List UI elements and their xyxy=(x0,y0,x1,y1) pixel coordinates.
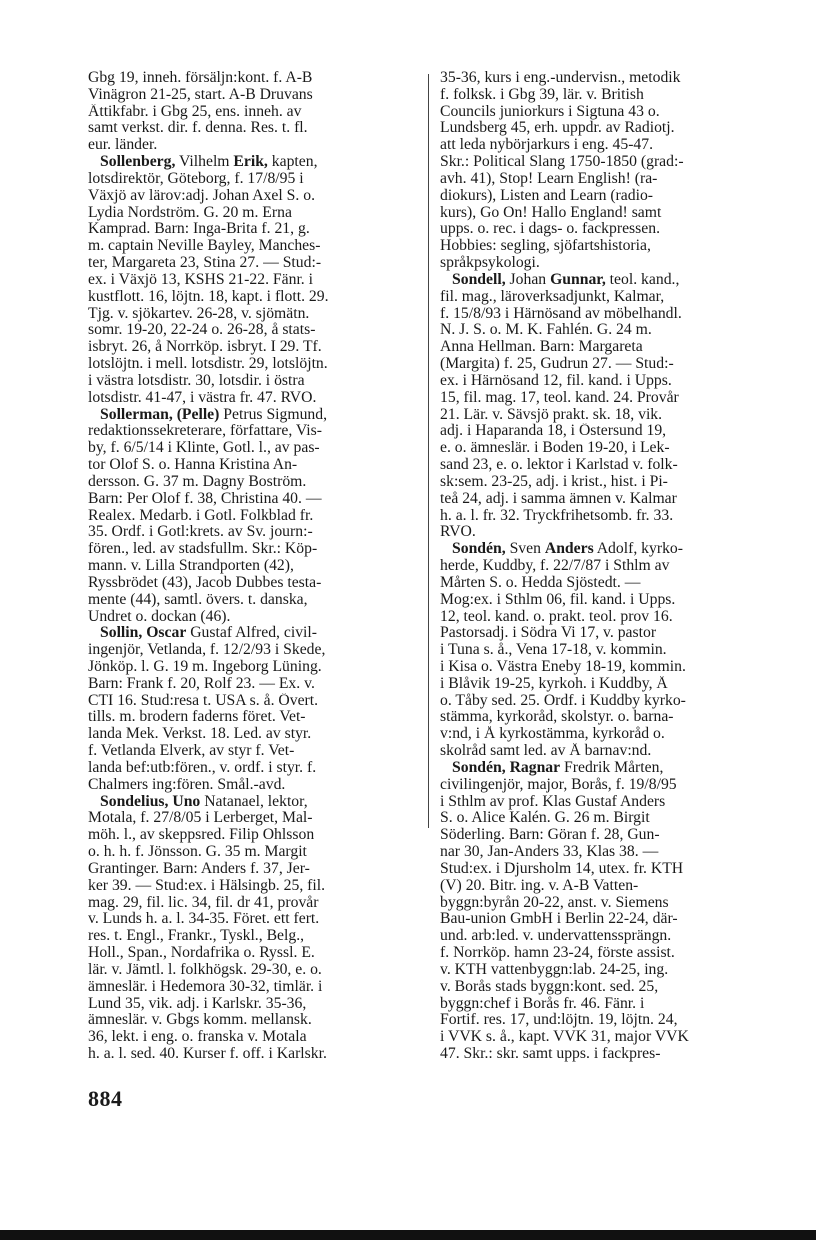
text-line: Sollerman, (Pelle) Petrus Sigmund, xyxy=(100,406,328,423)
text-line: Grantinger. Barn: Anders f. 37, Jer- xyxy=(88,860,310,877)
text-line: nar 30, Jan-Anders 33, Klas 38. — xyxy=(440,844,659,861)
text-line: Barn: Frank f. 20, Rolf 23. — Ex. v. xyxy=(88,675,315,692)
text-line: Mog:ex. i Sthlm 06, fil. kand. i Upps. xyxy=(440,591,676,608)
text-line: i Tuna s. å., Vena 17-18, v. kommin. xyxy=(440,642,667,659)
text-line: Lundsberg 45, erh. uppdr. av Radiotj. xyxy=(440,120,675,137)
text-line: fören., led. av stadsfullm. Skr.: Köp- xyxy=(88,541,318,558)
text-line: 36, lekt. i eng. o. franska v. Motala xyxy=(88,1029,307,1046)
text-line: teå 24, adj. i samma ämnen v. Kalmar xyxy=(440,490,677,507)
text-line: f. 15/8/93 i Härnösand av möbelhandl. xyxy=(440,305,682,322)
page-number: 884 xyxy=(88,1086,123,1111)
text-line: Växjö av lärov:adj. Johan Axel S. o. xyxy=(88,187,315,204)
text-line: Realex. Medarb. i Gotl. Folkblad fr. xyxy=(88,507,314,524)
text-line: ämneslär. v. Gbgs komm. mellansk. xyxy=(88,1012,312,1029)
text-line: m. captain Neville Bayley, Manches- xyxy=(88,238,321,255)
text-line: RVO. xyxy=(440,524,476,541)
text-line: Kamprad. Barn: Inga-Brita f. 21, g. xyxy=(88,221,310,238)
text-line: landa Mek. Verkst. 18. Led. av styr. xyxy=(88,726,312,743)
text-line: i västra lotsdistr. 30, lotsdir. i östra xyxy=(88,372,305,389)
text-line: i Sthlm av prof. Klas Gustaf Anders xyxy=(440,793,666,810)
text-line: o. h. h. f. Jönsson. G. 35 m. Margit xyxy=(88,844,307,861)
text-line: kurs), Go On! Hallo England! samt xyxy=(440,204,662,221)
text-line: f. Norrköp. hamn 23-24, förste assist. xyxy=(440,945,675,962)
text-line: Ättikfabr. i Gbg 25, ens. inneh. av xyxy=(88,103,302,120)
text-line: sk:sem. 23-25, adj. i krist., hist. i Pi- xyxy=(440,473,668,490)
text-line: Holl., Span., Nordafrika o. Ryssl. E. xyxy=(88,945,315,962)
text-line: Sondén, Sven Anders Adolf, kyrko- xyxy=(452,541,683,558)
text-line: e. o. ämneslär. i Boden 19-20, i Lek- xyxy=(440,440,670,457)
text-line: byggn:chef i Borås fr. 46. Fänr. i xyxy=(440,995,645,1012)
text-line: N. J. S. o. M. K. Fahlén. G. 24 m. xyxy=(440,322,652,339)
text-line: Bau-union GmbH i Berlin 22-24, där- xyxy=(440,911,678,928)
text-line: Söderling. Barn: Göran f. 28, Gun- xyxy=(440,827,660,844)
text-line: mag. 29, fil. lic. 34, fil. dr 41, provår xyxy=(88,894,319,911)
text-line: somr. 19-20, 22-24 o. 26-28, å stats- xyxy=(88,322,316,339)
text-line: Pastorsadj. i Södra Vi 17, v. pastor xyxy=(440,625,657,642)
text-line: (Margita) f. 25, Gudrun 27. — Stud:- xyxy=(440,356,674,373)
text-line: h. a. l. sed. 40. Kurser f. off. i Karlskr. xyxy=(88,1046,327,1063)
text-line: ingenjör, Vetlanda, f. 12/2/93 i Skede, xyxy=(88,642,326,659)
text-line: 35. Ordf. i Gotl:krets. av Sv. journ:- xyxy=(88,524,313,541)
text-line: Jönköp. l. G. 19 m. Ingeborg Lüning. xyxy=(88,658,322,675)
text-line: f. folksk. i Gbg 39, lär. v. British xyxy=(440,86,644,103)
text-line: dersson. G. 37 m. Dagny Boström. xyxy=(88,473,307,490)
text-line: Barn: Per Olof f. 38, Christina 40. — xyxy=(88,490,322,507)
text-line: CTI 16. Stud:resa t. USA s. å. Övert. xyxy=(88,692,319,709)
text-line: Skr.: Political Slang 1750-1850 (grad:- xyxy=(440,154,684,171)
text-line: lotslöjtn. i mell. lotsdistr. 29, lotslöjtn. xyxy=(88,356,328,373)
text-line: Ryssbrödet (43), Jacob Dubbes testa- xyxy=(88,574,322,591)
text-line: Hobbies: segling, sjöfartshistoria, xyxy=(440,238,651,255)
text-line: eur. länder. xyxy=(88,137,158,154)
text-line: sand 23, e. o. lektor i Karlstad v. folk- xyxy=(440,457,678,474)
text-line: i Kisa o. Västra Eneby 18-19, kommin. xyxy=(440,658,686,675)
text-line: Sollin, Oscar Gustaf Alfred, civil- xyxy=(100,625,317,642)
text-line: upps. o. rec. i dags- o. fackpressen. xyxy=(440,221,660,238)
text-line: ämneslär. i Hedemora 30-32, timlär. i xyxy=(88,978,323,995)
text-line: språkpsykologi. xyxy=(440,255,540,272)
text-line: res. t. Engl., Frankr., Tyskl., Belg., xyxy=(88,928,305,945)
text-line: Mårten S. o. Hedda Sjöstedt. — xyxy=(440,574,641,591)
text-line: Lydia Nordström. G. 20 m. Erna xyxy=(88,204,292,221)
column-divider xyxy=(428,74,429,828)
text-line: herde, Kuddby, f. 22/7/87 i Sthlm av xyxy=(440,558,670,575)
text-line: skolråd samt led. av Å barnav:nd. xyxy=(440,743,652,760)
text-line: Lund 35, vik. adj. i Karlskr. 35-36, xyxy=(88,995,307,1012)
text-line: i Blåvik 19-25, kyrkoh. i Kuddby, Å xyxy=(440,675,668,692)
text-line: ker 39. — Stud:ex. i Hälsingb. 25, fil. xyxy=(88,877,326,894)
text-line: und. arb:led. v. undervattenssprängn. xyxy=(440,928,672,945)
text-line: möh. l., av skeppsred. Filip Ohlsson xyxy=(88,827,315,844)
right-column xyxy=(440,70,766,1063)
text-line: redaktionssekreterare, författare, Vis- xyxy=(88,423,322,440)
text-line: civilingenjör, major, Borås, f. 19/8/95 xyxy=(440,776,677,793)
text-line: Tjg. v. sjökartev. 26-28, v. sjömätn. xyxy=(88,305,310,322)
left-column xyxy=(88,70,414,1063)
text-line: v. KTH vattenbyggn:lab. 24-25, ing. xyxy=(440,961,669,978)
text-line: 15, fil. mag. 17, teol. kand. 24. Provår xyxy=(440,389,679,406)
text-line: tor Olof S. o. Hanna Kristina An- xyxy=(88,457,298,474)
text-line: Gbg 19, inneh. försäljn:kont. f. A-B xyxy=(88,70,313,86)
text-line: Sollenberg, Vilhelm Erik, kapten, xyxy=(100,154,318,171)
text-line: h. a. l. fr. 32. Tryckfrihetsomb. fr. 33. xyxy=(440,507,674,524)
text-line: 47. Skr.: skr. samt upps. i fackpres- xyxy=(440,1046,661,1063)
text-line: v:nd, i Å kyrkostämma, kyrkoråd o. xyxy=(440,726,665,743)
text-line: 12, teol. kand. o. prakt. teol. prov 16. xyxy=(440,608,673,625)
text-line: v. Borås stads byggn:kont. sed. 25, xyxy=(440,978,659,995)
text-line: samt verkst. dir. f. denna. Res. t. fl. xyxy=(88,120,308,137)
text-line: lotsdistr. 41-47, i västra fr. 47. RVO. xyxy=(88,389,317,406)
text-line: o. Tåby sed. 25. Ordf. i Kuddby kyrko- xyxy=(440,692,686,709)
text-line: mente (44), samtl. övers. t. danska, xyxy=(88,591,308,608)
text-line: kustflott. 16, löjtn. 18, kapt. i flott. 29. xyxy=(88,288,329,305)
text-line: Vinägron 21-25, start. A-B Druvans xyxy=(88,86,313,103)
text-line: adj. i Haparanda 18, i Östersund 19, xyxy=(440,423,667,440)
text-line: Anna Hellman. Barn: Margareta xyxy=(440,339,643,356)
text-line: stämma, kyrkoråd, skolstyr. o. barna- xyxy=(440,709,674,726)
text-line: Sondén, Ragnar Fredrik Mårten, xyxy=(452,759,664,776)
text-line: Fortif. res. 17, und:löjtn. 19, löjtn. 24, xyxy=(440,1012,678,1029)
text-line: 35-36, kurs i eng.-undervisn., metodik xyxy=(440,70,681,86)
text-line: i VVK s. å., kapt. VVK 31, major VVK xyxy=(440,1029,689,1046)
text-line: tills. m. brodern faderns föret. Vet- xyxy=(88,709,306,726)
text-line: isbryt. 26, å Norrköp. isbryt. I 29. Tf. xyxy=(88,339,322,356)
text-line: (V) 20. Bitr. ing. v. A-B Vatten- xyxy=(440,877,639,894)
text-line: v. Lunds h. a. l. 34-35. Föret. ett fert. xyxy=(88,911,320,928)
text-line: Undret o. dockan (46). xyxy=(88,608,231,625)
text-line: Councils juniorkurs i Sigtuna 43 o. xyxy=(440,103,660,120)
text-line: Motala, f. 27/8/05 i Lerberget, Mal- xyxy=(88,810,313,827)
text-line: ex. i Härnösand 12, fil. kand. i Upps. xyxy=(440,372,672,389)
text-line: mann. v. Lilla Strandporten (42), xyxy=(88,558,294,575)
text-line: Chalmers ing:fören. Smål.-avd. xyxy=(88,776,286,793)
text-line: diokurs), Listen and Learn (radio- xyxy=(440,187,654,204)
text-line: Stud:ex. i Djursholm 14, utex. fr. KTH xyxy=(440,860,684,877)
text-line: byggn:byrån 20-22, anst. v. Siemens xyxy=(440,894,669,911)
text-line: 21. Lär. v. Sävsjö prakt. sk. 18, vik. xyxy=(440,406,663,423)
text-line: lär. v. Jämtl. l. folkhögsk. 29-30, e. o. xyxy=(88,961,322,978)
text-line: lotsdirektör, Göteborg, f. 17/8/95 i xyxy=(88,170,304,187)
scan-edge-bar xyxy=(0,1230,816,1240)
text-line: avh. 41), Stop! Learn English! (ra- xyxy=(440,170,658,187)
text-line: ex. i Växjö 13, KSHS 21-22. Fänr. i xyxy=(88,271,314,288)
text-line: Sondell, Johan Gunnar, teol. kand., xyxy=(452,271,680,288)
text-line: f. Vetlanda Elverk, av styr f. Vet- xyxy=(88,743,295,760)
text-line: S. o. Alice Kalén. G. 26 m. Birgit xyxy=(440,810,650,827)
text-line: landa bef:utb:fören., v. ordf. i styr. f. xyxy=(88,759,317,776)
text-line: ter, Margareta 23, Stina 27. — Stud:- xyxy=(88,255,322,272)
text-line: Sondelius, Uno Natanael, lektor, xyxy=(100,793,308,810)
text-line: by, f. 6/5/14 i Klinte, Gotl. l., av pas- xyxy=(88,440,320,457)
text-line: fil. mag., läroverksadjunkt, Kalmar, xyxy=(440,288,665,305)
text-line: att leda nybörjarkurs i eng. 45-47. xyxy=(440,137,654,154)
